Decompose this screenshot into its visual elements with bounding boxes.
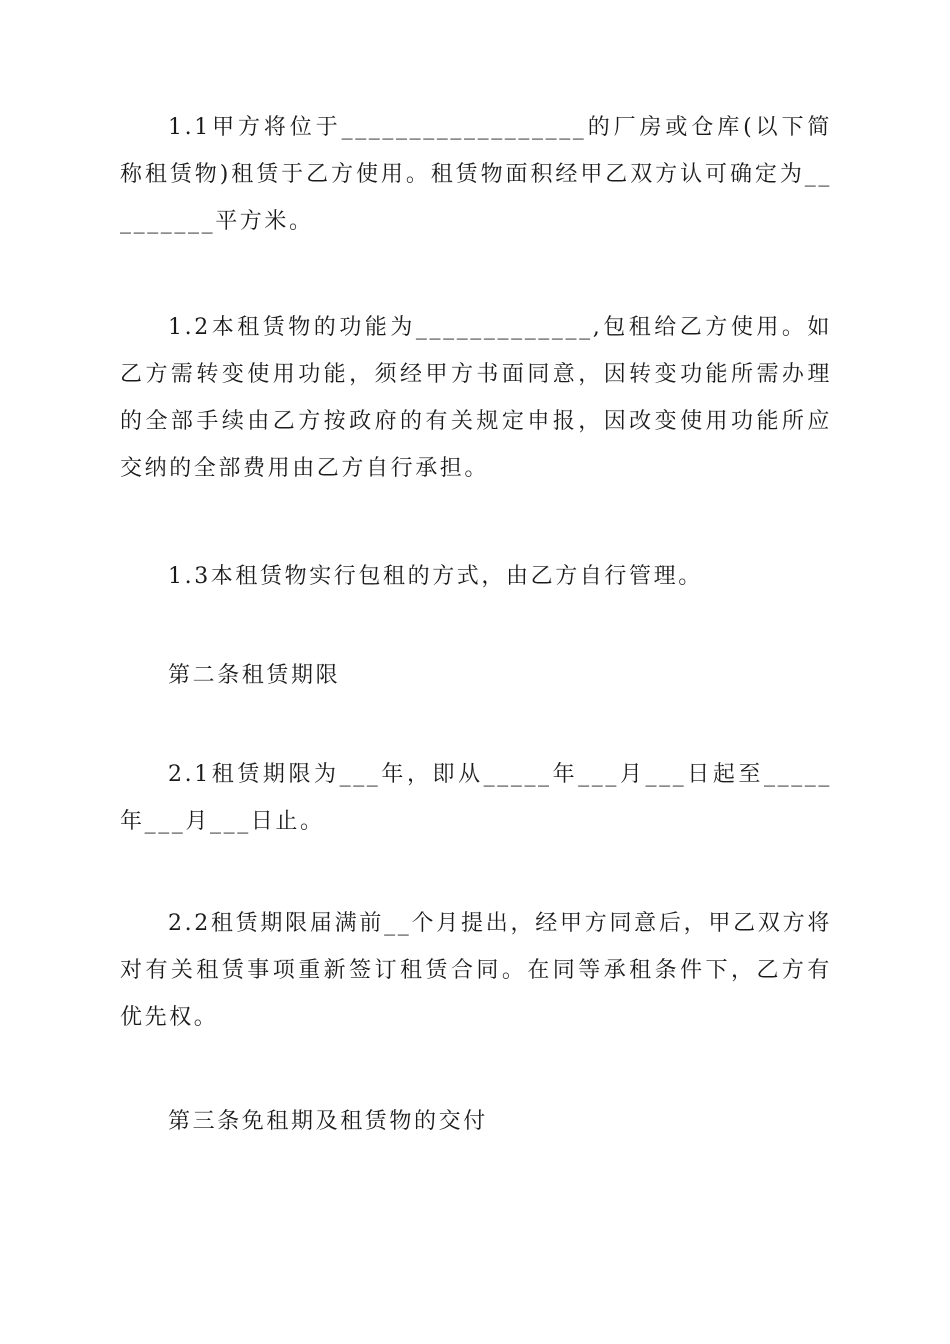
clause-1-2-paragraph: 1.2本租赁物的功能为_____________,包租给乙方使用。如乙方需转变使用功能，须经甲方书面同意，因转变功能所需办理的全部手续由乙方按政府的有关规定申报，因改变使用功能所应交纳的全部费用由乙方自行承担。 xyxy=(120,315,832,481)
clause-2-1-paragraph: 2.1租赁期限为___年，即从_____年___月___日起至_____年___月___日止。 xyxy=(120,762,832,834)
clause-1-3-paragraph: 1.3本租赁物实行包租的方式，由乙方自行管理。 xyxy=(168,564,703,589)
clause-2-2-paragraph: 2.2租赁期限届满前__个月提出，经甲方同意后，甲乙双方将对有关租赁事项重新签订租赁合同。在同等承租条件下，乙方有优先权。 xyxy=(120,911,832,1030)
article-2-heading: 第二条租赁期限 xyxy=(168,663,341,688)
article-3-heading: 第三条免租期及租赁物的交付 xyxy=(168,1109,488,1134)
clause-1-1-paragraph: 1.1甲方将位于__________________的厂房或仓库(以下简称租赁物)租赁于乙方使用。租赁物面积经甲乙双方认可确定为_________平方米。 xyxy=(120,115,832,234)
